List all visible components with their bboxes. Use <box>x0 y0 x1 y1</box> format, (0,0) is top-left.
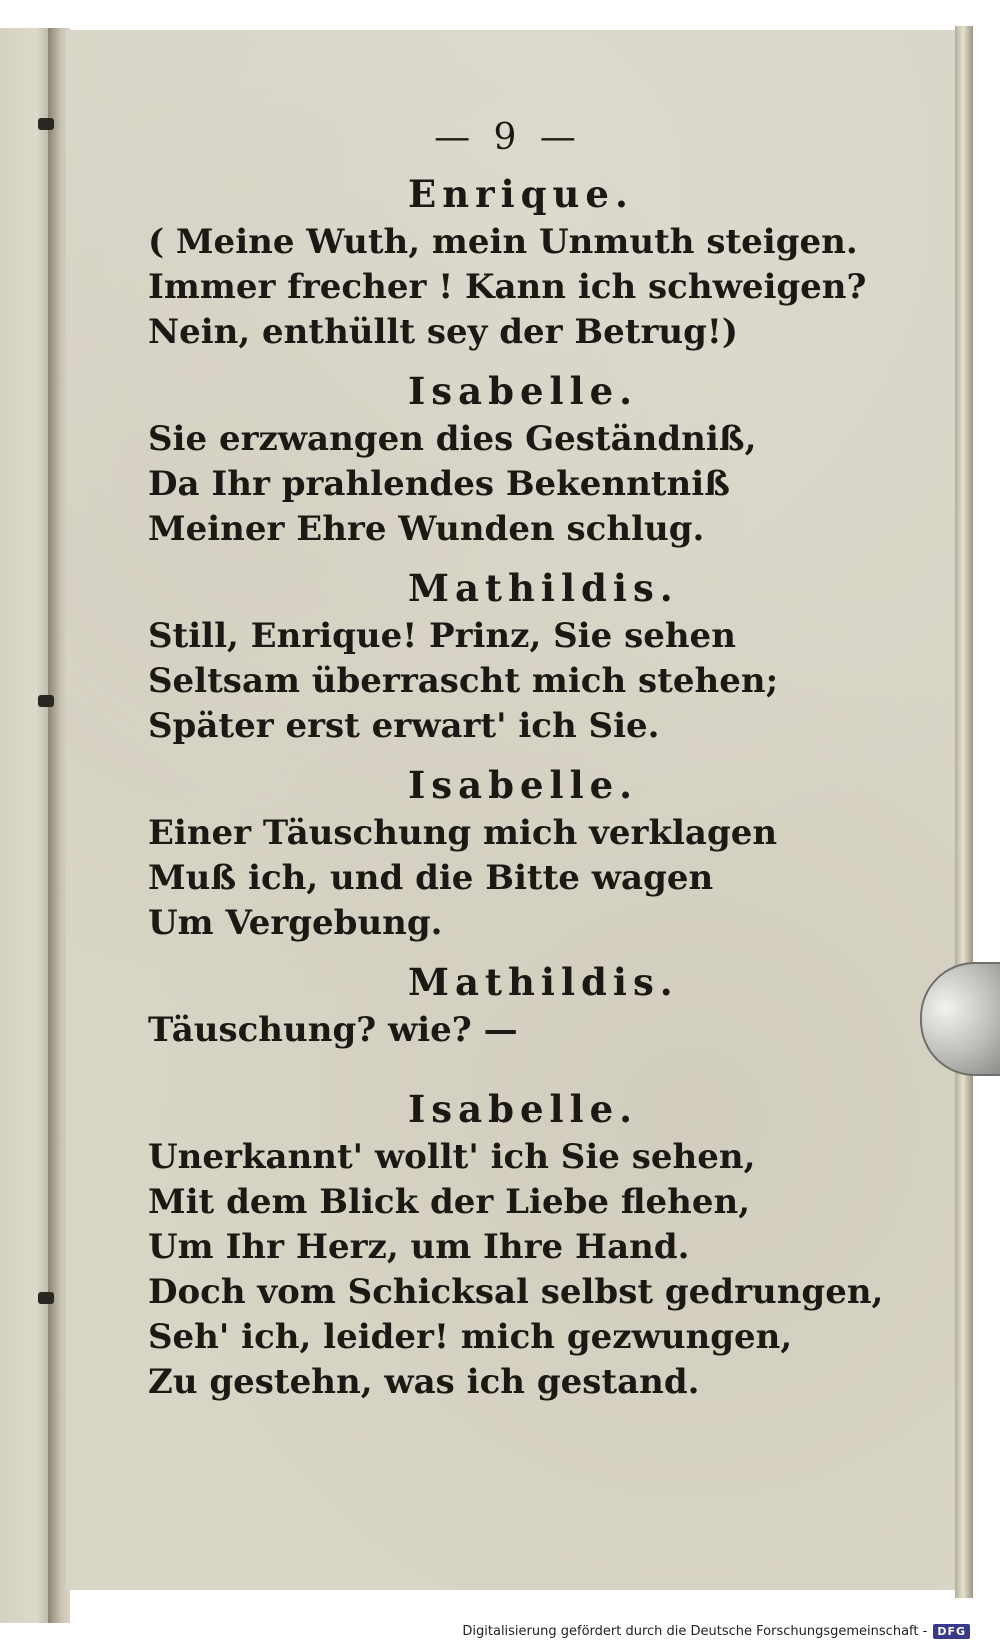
verse-line: Nein, enthüllt sey der Betrug!) <box>148 312 738 352</box>
verse-line: Seltsam überrascht mich stehen; <box>148 661 779 701</box>
page-number: — 9 — <box>434 117 582 158</box>
verse-line: Meiner Ehre Wunden schlug. <box>148 509 705 549</box>
verse-line: Seh' ich, leider! mich gezwungen, <box>148 1317 793 1357</box>
page-text <box>148 108 928 1405</box>
binding-thread-mark <box>38 1292 54 1304</box>
verse-line: Sie erzwangen dies Geständniß, <box>148 419 757 459</box>
right-page-edge <box>955 26 973 1598</box>
verse-line: Doch vom Schicksal selbst gedrungen, <box>148 1272 884 1312</box>
verse-line: Still, Enrique! Prinz, Sie sehen <box>148 616 736 656</box>
verse-line: Um Vergebung. <box>148 903 443 943</box>
speaker-name: Isabelle. <box>408 763 639 807</box>
left-page-edge <box>0 28 52 1623</box>
verse-line: Da Ihr prahlendes Bekenntniß <box>148 464 730 504</box>
speaker-name: Enrique. <box>408 172 634 216</box>
speaker-name: Isabelle. <box>408 369 639 413</box>
verse-line: Immer frecher ! Kann ich schweigen? <box>148 267 867 307</box>
speaker-name: Mathildis. <box>408 566 679 610</box>
binding-thread-mark <box>38 695 54 707</box>
verse-line: Später erst erwart' ich Sie. <box>148 706 660 746</box>
verse-line: Täuschung? wie? — <box>148 1010 518 1050</box>
verse-line: Mit dem Blick der Liebe flehen, <box>148 1182 751 1222</box>
digitization-credit <box>462 1624 970 1639</box>
verse-line: Zu gestehn, was ich gestand. <box>148 1362 700 1402</box>
verse-line: Einer Täuschung mich verklagen <box>148 813 778 853</box>
credit-text: Digitalisierung gefördert durch die Deutsche Forschungsgemeinschaft - <box>462 1624 928 1639</box>
verse-line: Muß ich, und die Bitte wagen <box>148 858 714 898</box>
speaker-name: Isabelle. <box>408 1087 639 1131</box>
speaker-name: Mathildis. <box>408 960 679 1004</box>
dfg-logo: DFG <box>933 1624 970 1639</box>
verse-line: ( Meine Wuth, mein Unmuth steigen. <box>148 222 858 262</box>
verse-line: Unerkannt' wollt' ich Sie sehen, <box>148 1137 756 1177</box>
verse-line: Um Ihr Herz, um Ihre Hand. <box>148 1227 690 1267</box>
binding-thread-mark <box>38 118 54 130</box>
